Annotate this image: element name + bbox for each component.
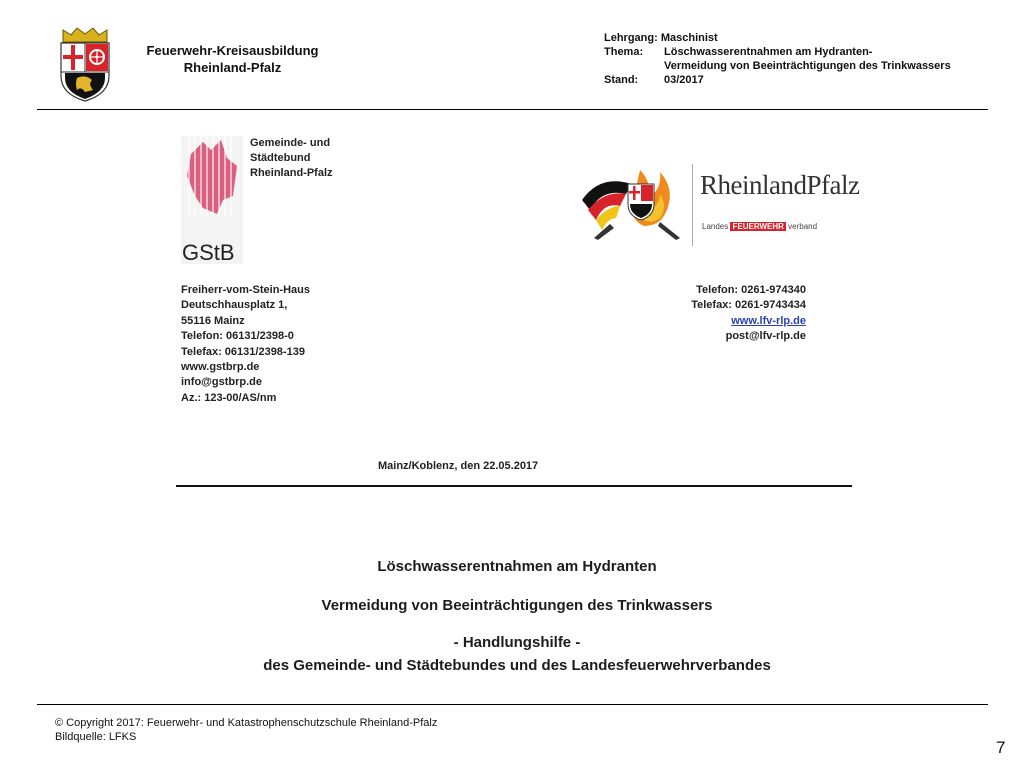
- address-line: www.gstbrp.de: [181, 361, 260, 374]
- topic-label: Thema:: [604, 46, 644, 58]
- address-line: Telefax: 06131/2398-139: [181, 345, 305, 358]
- gstb-name-line: Rheinland-Pfalz: [250, 167, 333, 179]
- address-line: Az.: 123-00/AS/nm: [181, 391, 277, 404]
- lfv-email: post@lfv-rlp.de: [725, 330, 806, 343]
- title-main: Löschwasserentnahmen am Hydranten: [377, 558, 657, 575]
- rheinland-pfalz-crest-icon: [55, 26, 115, 102]
- footer-copyright: [55, 716, 437, 744]
- lfv-web-link[interactable]: www.lfv-rlp.de: [731, 314, 806, 327]
- course-label: Lehrgang:: [604, 32, 658, 44]
- gstb-logo-text: GStB: [182, 240, 235, 264]
- address-line: Telefon: 06131/2398-0: [181, 330, 294, 343]
- content-divider: [176, 485, 852, 487]
- page-number: 7: [996, 738, 1006, 757]
- status-label: Stand:: [604, 74, 639, 86]
- lfv-fax: Telefax: 0261-9743434: [691, 299, 806, 312]
- topic-value-line-2: Vermeidung von Beeinträchtigungen des Trinkwassers: [664, 60, 951, 72]
- address-line: info@gstbrp.de: [181, 376, 262, 389]
- address-line: Freiherr-vom-Stein-Haus: [181, 284, 310, 296]
- image-source: Bildquelle: LFKS: [55, 731, 137, 743]
- lfv-sub-highlight: FEUERWEHR: [732, 222, 784, 231]
- title-subtitle: Vermeidung von Beeinträchtigungen des Trinkwassers: [321, 597, 713, 614]
- header-divider: [37, 109, 988, 110]
- course-meta: [604, 31, 951, 87]
- status-value: 03/2017: [664, 74, 704, 86]
- address-line: 55116 Mainz: [181, 314, 245, 327]
- lfv-contact: [660, 283, 806, 345]
- title-handlungshilfe: - Handlungshilfe -: [453, 634, 581, 651]
- lfv-emblem-icon: [580, 160, 690, 242]
- gstb-name-line: Städtebund: [250, 152, 311, 164]
- document-titles: [200, 558, 834, 674]
- letter-date: Mainz/Koblenz, den 22.05.2017: [378, 460, 539, 472]
- copyright-text: © Copyright 2017: Feuerwehr- und Katastrophenschutzschule Rheinland-Pfalz: [55, 717, 438, 729]
- gstb-address: [181, 283, 310, 406]
- org-line-1: Feuerwehr-Kreisausbildung: [146, 43, 319, 58]
- gstb-name: [250, 136, 340, 181]
- gstb-logo-icon: [181, 136, 243, 264]
- title-authors: des Gemeinde- und Städtebundes und des Landesfeuerwehrverbandes: [263, 657, 771, 674]
- lfv-divider: [692, 164, 693, 246]
- footer-divider: [37, 704, 988, 705]
- lfv-sub-prefix: Landes: [702, 222, 729, 231]
- topic-value-line-1: Löschwasserentnahmen am Hydranten-: [664, 46, 873, 58]
- course-value: Maschinist: [660, 32, 718, 44]
- address-line: Deutschhausplatz 1,: [181, 299, 288, 312]
- organization-name: [130, 42, 335, 76]
- lfv-sub-suffix: verband: [788, 222, 818, 231]
- gstb-name-line: Gemeinde- und: [250, 137, 331, 149]
- lfv-phone: Telefon: 0261-974340: [696, 284, 806, 296]
- org-line-2: Rheinland-Pfalz: [183, 60, 282, 75]
- lfv-subtitle: [702, 222, 817, 231]
- lfv-brand: RheinlandPfalz: [700, 170, 860, 200]
